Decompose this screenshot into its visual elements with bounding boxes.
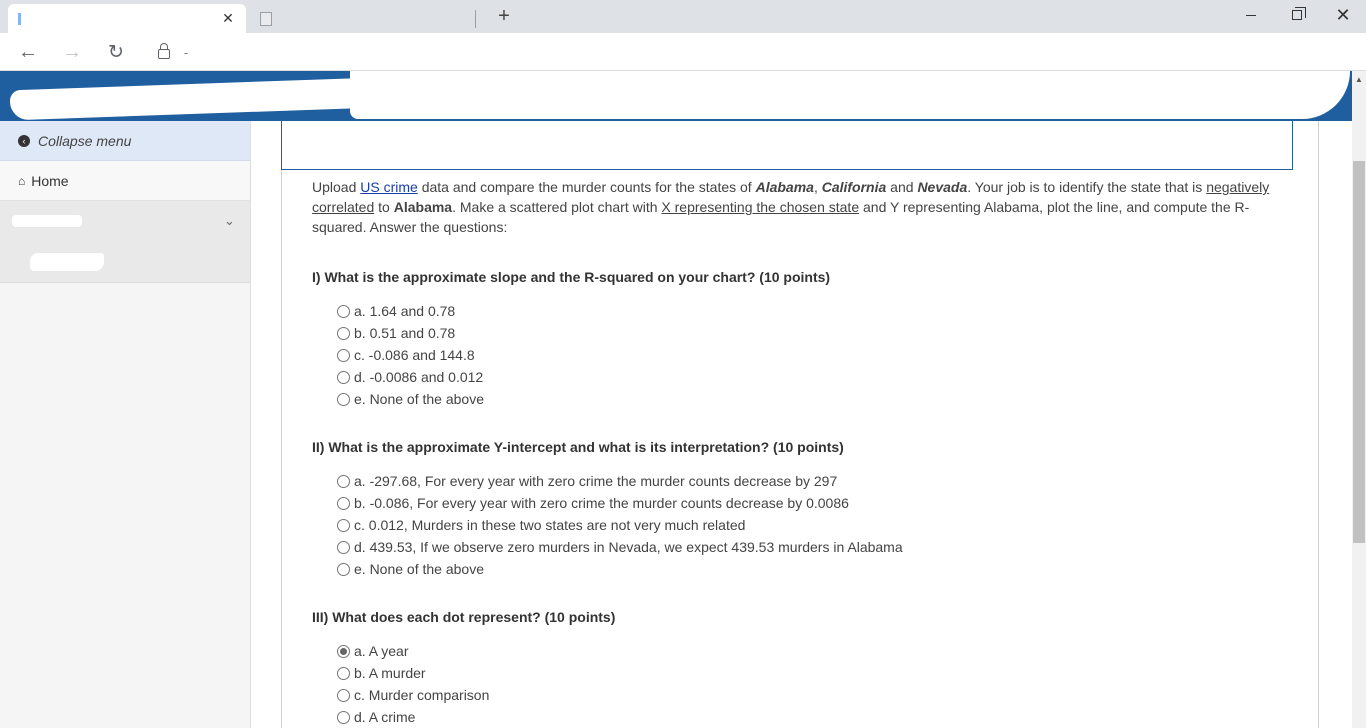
sidebar-item-label: Home	[31, 172, 69, 189]
text-run: and Y representing Alabama, plot the line, and compute the R-squared. Answer the questions:	[312, 199, 1250, 235]
state-nevada: Nevada	[917, 179, 968, 195]
browser-tab-bar	[0, 0, 1366, 33]
answer-option[interactable]	[337, 388, 1237, 410]
vertical-scrollbar[interactable]	[1352, 91, 1366, 728]
new-tab-button[interactable]: +	[498, 5, 510, 27]
question-header	[281, 121, 1293, 170]
question-text	[312, 177, 1272, 237]
option-label: d. -0.0086 and 0.012	[354, 369, 484, 385]
answer-option[interactable]	[337, 300, 1237, 322]
radio-button[interactable]	[337, 519, 350, 532]
minimize-button[interactable]	[1228, 0, 1274, 30]
sidebar-item-home[interactable]	[0, 161, 250, 201]
answer-option[interactable]	[337, 322, 1237, 344]
sidebar-course-group[interactable]	[0, 201, 250, 283]
text-run: data and compare the murder counts for the states of	[417, 179, 756, 195]
reload-icon[interactable]: ↻	[108, 41, 124, 63]
text-run: Upload	[312, 179, 361, 195]
chevron-down-icon[interactable]: ⌄	[224, 213, 235, 228]
text-run: . Your job is to identify the state that is	[967, 179, 1207, 195]
tab-separator	[475, 10, 476, 28]
browser-toolbar	[0, 33, 1366, 71]
answer-option[interactable]	[337, 366, 1237, 388]
browser-tab-inactive[interactable]	[250, 4, 486, 33]
option-label: b. 0.51 and 0.78	[354, 325, 456, 341]
address-text: -	[184, 44, 189, 60]
subquestion-3-options	[337, 640, 1237, 728]
state-california: California	[821, 179, 887, 195]
state-alabama: Alabama	[755, 179, 814, 195]
radio-button-selected[interactable]	[337, 645, 350, 658]
radio-button[interactable]	[337, 305, 350, 318]
answer-option[interactable]	[337, 470, 1237, 492]
tab-favicon-icon	[18, 13, 21, 25]
scroll-up-arrow-icon[interactable]: ▲	[1352, 71, 1366, 91]
redaction-mark	[350, 71, 1350, 119]
option-label: b. A murder	[354, 665, 426, 681]
x-representing-text: X representing the chosen state	[661, 199, 860, 215]
option-label: c. -0.086 and 144.8	[354, 347, 475, 363]
answer-option[interactable]	[337, 662, 1237, 684]
subquestion-1-prompt: I) What is the approximate slope and the R-squared on your chart? (10 points)	[312, 269, 831, 285]
subquestion-2-prompt: II) What is the approximate Y-intercept and what is its interpretation? (10 points)	[312, 439, 844, 455]
lock-icon[interactable]	[158, 49, 170, 59]
radio-button[interactable]	[337, 349, 350, 362]
text-run: ,	[813, 179, 822, 195]
minimize-icon	[1246, 15, 1256, 16]
state-alabama-bold: Alabama	[393, 199, 453, 215]
browser-tab-active[interactable]	[8, 4, 246, 33]
answer-option[interactable]	[337, 514, 1237, 536]
option-label: d. 439.53, If we observe zero murders in Nevada, we expect 439.53 murders in Alabama	[354, 539, 903, 555]
radio-button[interactable]	[337, 711, 350, 724]
forward-arrow-icon[interactable]: →	[62, 40, 82, 63]
us-crime-link[interactable]: US crime	[360, 179, 418, 195]
subquestion-3-prompt: III) What does each dot represent? (10 points)	[312, 609, 616, 625]
radio-button[interactable]	[337, 689, 350, 702]
chevron-left-circle-icon: ‹	[18, 135, 30, 147]
text-run: to	[374, 199, 394, 215]
collapse-menu-button[interactable]	[0, 121, 250, 161]
scrollbar-thumb[interactable]	[1353, 161, 1365, 543]
answer-option[interactable]	[337, 640, 1237, 662]
option-label: c. Murder comparison	[354, 687, 490, 703]
address-bar[interactable]	[146, 37, 1352, 67]
option-label: a. 1.64 and 0.78	[354, 303, 456, 319]
answer-option[interactable]	[337, 344, 1237, 366]
radio-button[interactable]	[337, 371, 350, 384]
answer-option[interactable]	[337, 558, 1237, 580]
answer-option[interactable]	[337, 536, 1237, 558]
window-close-button[interactable]: ✕	[1335, 4, 1351, 25]
sidebar	[0, 121, 251, 728]
redaction-mark	[30, 253, 104, 271]
negatively-correlated-text: negatively correlated	[312, 179, 1270, 215]
option-label: d. A crime	[354, 709, 416, 725]
radio-button[interactable]	[337, 667, 350, 680]
option-label: e. None of the above	[354, 561, 484, 577]
radio-button[interactable]	[337, 497, 350, 510]
tab-document-icon	[260, 12, 272, 26]
text-run: and	[886, 179, 918, 195]
radio-button[interactable]	[337, 563, 350, 576]
site-header	[0, 71, 1352, 121]
radio-button[interactable]	[337, 541, 350, 554]
radio-button[interactable]	[337, 393, 350, 406]
back-arrow-icon[interactable]: ←	[18, 40, 38, 63]
option-label: a. -297.68, For every year with zero crime the murder counts decrease by 297	[354, 473, 838, 489]
redaction-mark	[290, 135, 380, 157]
option-label: b. -0.086, For every year with zero crime the murder counts decrease by 0.0086	[354, 495, 849, 511]
radio-button[interactable]	[337, 475, 350, 488]
restore-button[interactable]	[1274, 0, 1320, 30]
home-icon: ⌂	[18, 173, 26, 188]
redaction-mark	[12, 215, 82, 227]
answer-option[interactable]	[337, 684, 1237, 706]
restore-icon	[1292, 10, 1302, 20]
radio-button[interactable]	[337, 327, 350, 340]
tab-close-icon[interactable]: ✕	[222, 10, 234, 26]
subquestion-2-options	[337, 470, 1237, 580]
collapse-menu-label: Collapse menu	[38, 132, 132, 149]
option-label: a. A year	[354, 643, 409, 659]
subquestion-1-options	[337, 300, 1237, 410]
main-content	[251, 121, 1352, 728]
answer-option[interactable]	[337, 706, 1237, 728]
answer-option[interactable]	[337, 492, 1237, 514]
option-label: c. 0.012, Murders in these two states are not very much related	[354, 517, 746, 533]
text-run: . Make a scattered plot chart with	[452, 199, 662, 215]
option-label: e. None of the above	[354, 391, 484, 407]
